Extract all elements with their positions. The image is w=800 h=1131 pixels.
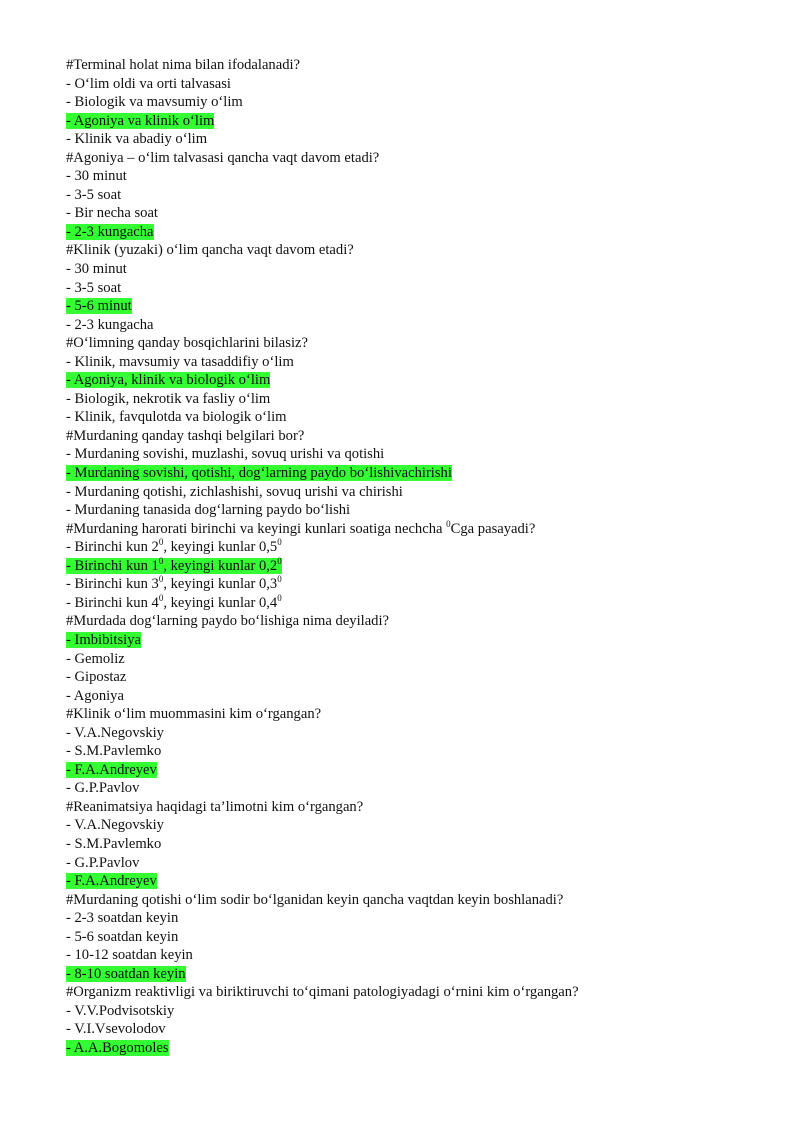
answer-option (66, 575, 766, 594)
text-run: - A.A.Bogomoles (66, 1039, 169, 1056)
answer-option-correct (66, 965, 766, 984)
option-text (66, 446, 384, 462)
answer-option (66, 594, 766, 613)
text-run: - V.V.Podvisotskiy (66, 1002, 175, 1019)
degree-superscript: 0 (277, 592, 282, 603)
text-run: - G.P.Pavlov (66, 854, 140, 871)
answer-option-correct (66, 371, 766, 390)
option-text (66, 651, 125, 667)
text-run: #Agoniya – o‘lim talvasasi qancha vaqt davom etadi? (66, 149, 380, 166)
text-run: - Bir necha soat (66, 205, 158, 222)
text-run: - 8-10 soatdan keyin (66, 965, 186, 982)
text-run: - Murdaning qotishi, zichlashishi, sovuq urishi va chirishi (66, 483, 403, 500)
text-run: #Murdaning qotishi o‘lim sodir bo‘lganidan keyin qancha vaqtdan keyin boshlanadi? (66, 891, 564, 908)
answer-option-correct (66, 631, 766, 650)
text-run: - Murdaning tanasida dog‘larning paydo bo‘lishi (66, 502, 351, 519)
text-run: - V.I.Vsevolodov (66, 1021, 166, 1038)
question-text (66, 149, 766, 168)
option-text (66, 391, 270, 407)
answer-option-correct (66, 872, 766, 891)
answer-option (66, 650, 766, 669)
option-text (66, 576, 282, 592)
text-run: - Biologik va mavsumiy o‘lim (66, 94, 243, 111)
option-text (66, 76, 231, 92)
answer-option-correct (66, 297, 766, 316)
text-run: - S.M.Pavlemko (66, 835, 162, 852)
text-run: #O‘limning qanday bosqichlarini bilasiz? (66, 335, 308, 352)
text-run: - Agoniya va klinik o‘lim (66, 112, 215, 129)
answer-option (66, 928, 766, 947)
answer-option (66, 186, 766, 205)
highlight-mark (66, 762, 157, 778)
question-text (66, 798, 766, 817)
answer-option (66, 1002, 766, 1021)
text-run: - Gemoliz (66, 650, 125, 667)
option-text (66, 817, 164, 833)
question-text (66, 427, 766, 446)
answer-option (66, 742, 766, 761)
answer-option (66, 909, 766, 928)
text-run: , keyingi kunlar 0,3 (163, 576, 278, 593)
answer-option-correct (66, 464, 766, 483)
text-run: - Biologik, nekrotik va fasliy o‘lim (66, 390, 271, 407)
text-run: - 10-12 soatdan keyin (66, 947, 193, 964)
answer-option (66, 316, 766, 335)
text-run: - 2-3 kungacha (66, 223, 154, 240)
question-text (66, 983, 766, 1002)
highlight-mark (66, 298, 132, 314)
text-run: - Birinchi kun 2 (66, 539, 159, 556)
text-run: - 30 minut (66, 168, 127, 185)
question-text (66, 705, 766, 724)
text-run: - Birinchi kun 3 (66, 576, 159, 593)
answer-option-correct (66, 112, 766, 131)
option-text (66, 539, 282, 555)
degree-superscript: 0 (277, 555, 282, 566)
answer-option (66, 724, 766, 743)
degree-superscript: 0 (277, 537, 282, 548)
option-text (66, 261, 127, 277)
option-text (66, 280, 121, 296)
text-run: - S.M.Pavlemko (66, 743, 162, 760)
option-text (66, 910, 178, 926)
answer-option (66, 668, 766, 687)
text-run: - Birinchi kun 4 (66, 594, 159, 611)
answer-option (66, 130, 766, 149)
text-run: , keyingi kunlar 0,2 (163, 557, 278, 574)
highlight-mark (66, 1040, 169, 1056)
option-text (66, 688, 124, 704)
answer-option (66, 260, 766, 279)
option-text (66, 1021, 166, 1037)
text-run: - 30 minut (66, 261, 127, 278)
text-run: #Reanimatsiya haqidagi ta’limotni kim o‘rgangan? (66, 798, 364, 815)
answer-option (66, 687, 766, 706)
option-text (66, 502, 350, 518)
text-run: - Murdaning sovishi, qotishi, dog‘larning paydo bo‘lishivachirishi (66, 465, 452, 482)
highlight-mark (66, 966, 186, 982)
text-run: , keyingi kunlar 0,5 (163, 539, 278, 556)
text-run: - V.A.Negovskiy (66, 724, 164, 741)
answer-option (66, 501, 766, 520)
option-text (66, 725, 164, 741)
option-text (66, 947, 193, 963)
degree-superscript: 0 (158, 537, 164, 548)
text-run: - 3-5 soat (66, 279, 122, 296)
text-run: - V.A.Negovskiy (66, 817, 164, 834)
text-run: #Klinik (yuzaki) o‘lim qancha vaqt davom etadi? (66, 242, 354, 259)
text-run: , keyingi kunlar 0,4 (163, 594, 278, 611)
text-run: #Terminal holat nima bilan ifodalanadi? (66, 57, 301, 73)
text-run: - Imbibitsiya (66, 631, 141, 648)
question-text (66, 241, 766, 260)
degree-superscript: 0 (158, 555, 164, 566)
text-run: - O‘lim oldi va orti talvasasi (66, 75, 231, 92)
highlight-mark (66, 224, 154, 240)
answer-option-correct (66, 761, 766, 780)
option-text (66, 354, 294, 370)
text-run: - G.P.Pavlov (66, 780, 140, 797)
option-text (66, 409, 287, 425)
text-run: - Murdaning sovishi, muzlashi, sovuq urishi va qotishi (66, 446, 385, 463)
option-text (66, 592, 282, 611)
answer-option (66, 835, 766, 854)
text-run: - F.A.Andreyev (66, 761, 157, 778)
option-text (66, 780, 139, 796)
answer-option (66, 854, 766, 873)
answer-option (66, 390, 766, 409)
answer-option (66, 353, 766, 372)
highlight-mark (66, 555, 282, 574)
text-run: - F.A.Andreyev (66, 873, 157, 890)
text-run: #Murdaning harorati birinchi va keyingi kunlari soatiga nechcha (66, 520, 447, 537)
answer-option (66, 946, 766, 965)
option-text (66, 1003, 174, 1019)
degree-superscript: 0 (158, 574, 164, 585)
option-text (66, 669, 126, 685)
option-text (66, 168, 127, 184)
option-text (66, 94, 243, 110)
question-text (66, 334, 766, 353)
option-text (66, 929, 178, 945)
option-text (66, 836, 161, 852)
question-text (66, 520, 766, 539)
answer-option-correct (66, 557, 766, 576)
option-text (66, 187, 121, 203)
question-text (66, 56, 766, 75)
highlight-mark (66, 873, 157, 889)
text-run: #Klinik o‘lim muommasini kim o‘rgangan? (66, 706, 322, 723)
degree-superscript: 0 (277, 574, 282, 585)
text-run: - Klinik, mavsumiy va tasaddifiy o‘lim (66, 353, 294, 370)
answer-option (66, 204, 766, 223)
answer-option (66, 75, 766, 94)
text-run: #Murdada dog‘larning paydo bo‘lishiga nima deyiladi? (66, 613, 390, 630)
answer-option (66, 1020, 766, 1039)
highlight-mark (66, 465, 452, 481)
text-run: - 3-5 soat (66, 186, 122, 203)
text-run: - Birinchi kun 1 (66, 557, 159, 574)
answer-option (66, 445, 766, 464)
text-run: - Agoniya (66, 687, 124, 704)
text-run: #Organizm reaktivligi va biriktiruvchi to‘qimani patologiyadagi o‘rnini kim o‘rgangan? (66, 984, 579, 1001)
text-run: Cga pasayadi? (450, 520, 536, 537)
degree-superscript: 0 (446, 518, 451, 529)
text-run: - Klinik va abadiy o‘lim (66, 131, 208, 148)
answer-option (66, 167, 766, 186)
text-run: - Agoniya, klinik va biologik o‘lim (66, 372, 271, 389)
highlight-mark (66, 113, 214, 129)
text-run: - 5-6 minut (66, 298, 132, 315)
highlight-mark (66, 632, 141, 648)
document-page (66, 56, 766, 1058)
answer-option (66, 93, 766, 112)
option-text (66, 131, 207, 147)
option-text (66, 855, 139, 871)
answer-option (66, 408, 766, 427)
answer-option (66, 483, 766, 502)
question-text (66, 612, 766, 631)
option-text (66, 484, 403, 500)
option-text (66, 317, 154, 333)
text-run: - Gipostaz (66, 669, 127, 686)
answer-option-correct (66, 1039, 766, 1058)
answer-option (66, 816, 766, 835)
answer-option (66, 538, 766, 557)
answer-option (66, 279, 766, 298)
option-text (66, 743, 161, 759)
question-text (66, 891, 766, 910)
text-run: - 5-6 soatdan keyin (66, 928, 179, 945)
option-text (66, 205, 158, 221)
text-run: #Murdaning qanday tashqi belgilari bor? (66, 427, 305, 444)
highlight-mark (66, 372, 270, 388)
text-run: - Klinik, favqulotda va biologik o‘lim (66, 409, 287, 426)
degree-superscript: 0 (158, 592, 164, 603)
answer-option-correct (66, 223, 766, 242)
text-run: - 2-3 soatdan keyin (66, 910, 179, 927)
answer-option (66, 779, 766, 798)
text-run: - 2-3 kungacha (66, 316, 154, 333)
